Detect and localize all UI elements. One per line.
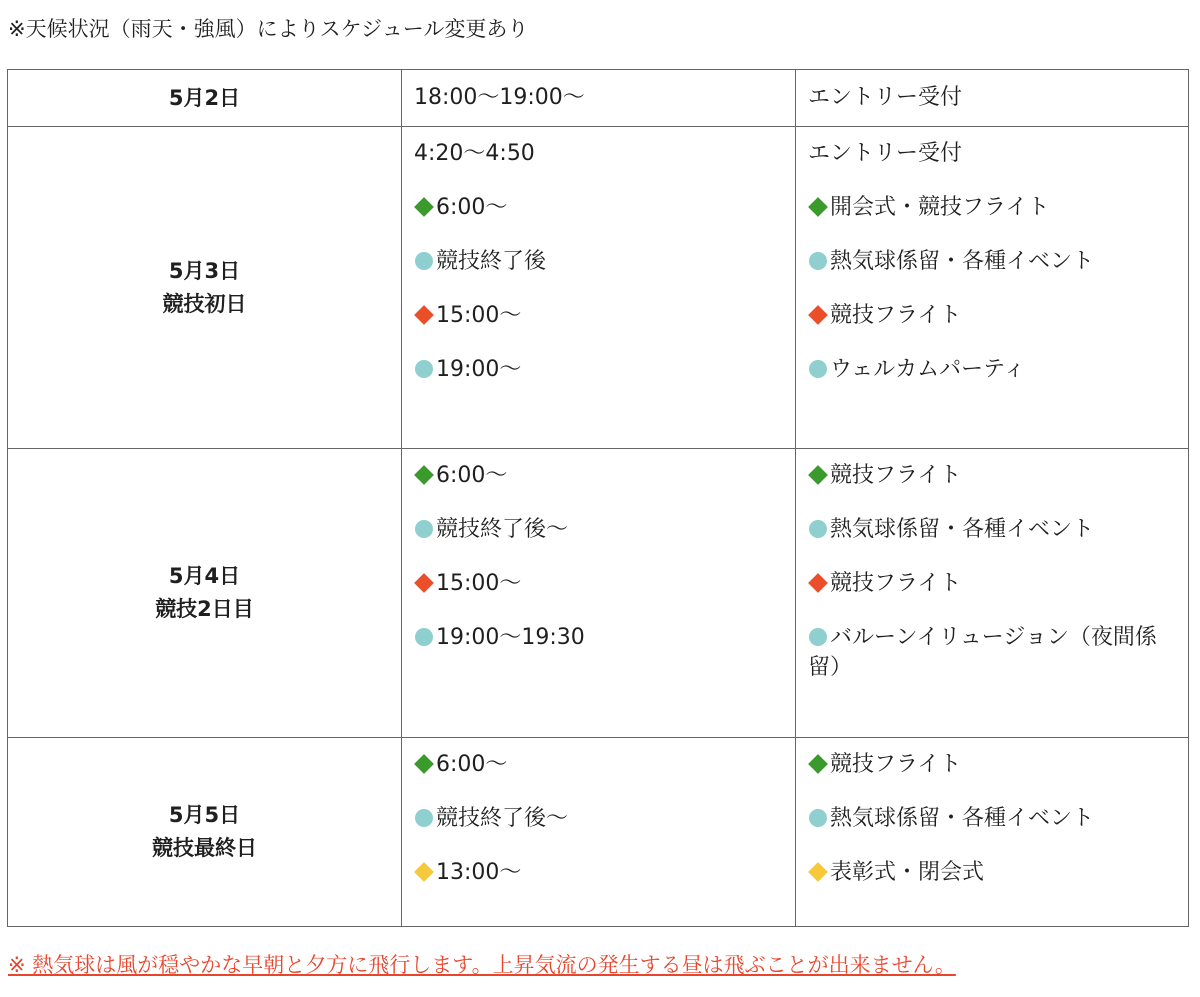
time-text: 6:00〜 — [436, 195, 508, 220]
time-entry — [402, 247, 795, 277]
day-subtitle: 競技最終日 — [152, 836, 257, 860]
time-text: 競技終了後〜 — [436, 806, 569, 831]
red-diamond-icon — [414, 573, 434, 593]
event-cell — [796, 449, 1189, 738]
event-text: 競技フライト — [830, 571, 962, 596]
event-cell — [796, 738, 1189, 927]
time-entry: 18:00〜19:00〜 — [414, 85, 585, 110]
green-diamond-icon — [808, 197, 828, 217]
time-text: 6:00〜 — [436, 752, 508, 777]
date-cell — [8, 70, 402, 127]
teal-circle-icon — [414, 519, 434, 539]
flight-time-footnote: ※ 熱気球は風が穏やかな早朝と夕方に飛行します。上昇気流の発生する昼は飛ぶことが出来ません。 — [8, 953, 956, 977]
event-entry — [796, 569, 1188, 599]
time-entry — [402, 569, 795, 599]
teal-circle-icon — [414, 808, 434, 828]
event-cell — [796, 70, 1189, 127]
event-text: 開会式・競技フライト — [830, 195, 1050, 220]
event-text: エントリー受付 — [808, 141, 963, 166]
table-row — [8, 70, 1189, 127]
red-diamond-icon — [414, 305, 434, 325]
green-diamond-icon — [808, 754, 828, 774]
teal-circle-icon — [414, 627, 434, 647]
date-cell — [8, 738, 402, 927]
time-entry — [402, 623, 795, 653]
time-entry — [402, 750, 795, 780]
time-cell — [402, 70, 796, 127]
event-entry — [796, 858, 1188, 888]
yellow-diamond-icon — [808, 862, 828, 882]
teal-circle-icon — [808, 251, 828, 271]
event-text: ウェルカムパーティ — [830, 357, 1026, 382]
time-entry — [402, 858, 795, 888]
time-text: 4:20〜4:50 — [414, 141, 535, 166]
event-entry — [796, 139, 1188, 169]
time-text: 6:00〜 — [436, 463, 508, 488]
time-text: 19:00〜19:30 — [436, 625, 585, 650]
day-subtitle: 競技初日 — [162, 291, 247, 316]
event-entry: エントリー受付 — [808, 85, 963, 110]
teal-circle-icon — [414, 251, 434, 271]
time-text: 15:00〜 — [436, 571, 522, 596]
teal-circle-icon — [808, 519, 828, 539]
green-diamond-icon — [414, 754, 434, 774]
time-text: 競技終了後 — [436, 249, 547, 274]
green-diamond-icon — [414, 465, 434, 485]
time-cell — [402, 449, 796, 738]
event-entry — [796, 804, 1188, 834]
event-entry — [796, 461, 1188, 491]
event-entry — [796, 301, 1188, 331]
event-text: 表彰式・閉会式 — [830, 860, 985, 885]
schedule-table — [7, 69, 1189, 927]
table-row — [8, 127, 1189, 449]
event-entry — [796, 623, 1188, 683]
event-text: 競技フライト — [830, 303, 962, 328]
time-entry — [402, 461, 795, 491]
yellow-diamond-icon — [414, 862, 434, 882]
date-label: 5月5日 — [168, 803, 241, 827]
time-cell — [402, 738, 796, 927]
time-entry — [402, 139, 795, 169]
event-text: 熱気球係留・各種イベント — [830, 249, 1095, 274]
event-entry — [796, 515, 1188, 545]
event-text: 競技フライト — [830, 463, 962, 488]
event-cell — [796, 127, 1189, 449]
red-diamond-icon — [808, 573, 828, 593]
teal-circle-icon — [808, 627, 828, 647]
time-entry — [402, 515, 795, 545]
day-subtitle: 競技2日目 — [155, 597, 254, 621]
time-entry — [402, 301, 795, 331]
event-text: バルーンイリュージョン（夜間係留） — [808, 625, 1157, 680]
date-cell — [8, 127, 402, 449]
date-label: 5月2日 — [168, 85, 241, 110]
time-entry — [402, 804, 795, 834]
red-diamond-icon — [808, 305, 828, 325]
time-entry — [402, 355, 795, 385]
date-label: 5月3日 — [168, 258, 241, 283]
time-entry — [402, 193, 795, 223]
green-diamond-icon — [414, 197, 434, 217]
time-text: 19:00〜 — [436, 357, 522, 382]
table-row — [8, 738, 1189, 927]
event-text: 競技フライト — [830, 752, 962, 777]
table-row — [8, 449, 1189, 738]
time-cell — [402, 127, 796, 449]
green-diamond-icon — [808, 465, 828, 485]
time-text: 15:00〜 — [436, 303, 522, 328]
date-cell — [8, 449, 402, 738]
event-entry — [796, 750, 1188, 780]
event-text: 熱気球係留・各種イベント — [830, 806, 1095, 831]
teal-circle-icon — [414, 359, 434, 379]
time-text: 競技終了後〜 — [436, 517, 569, 542]
event-text: 熱気球係留・各種イベント — [830, 517, 1095, 542]
event-entry — [796, 193, 1188, 223]
event-entry — [796, 247, 1188, 277]
time-text: 13:00〜 — [436, 860, 522, 885]
date-label: 5月4日 — [168, 564, 241, 588]
schedule-change-notice: ※天候状況（雨天・強風）によりスケジュール変更あり — [8, 17, 529, 41]
teal-circle-icon — [808, 359, 828, 379]
event-entry — [796, 355, 1188, 385]
teal-circle-icon — [808, 808, 828, 828]
